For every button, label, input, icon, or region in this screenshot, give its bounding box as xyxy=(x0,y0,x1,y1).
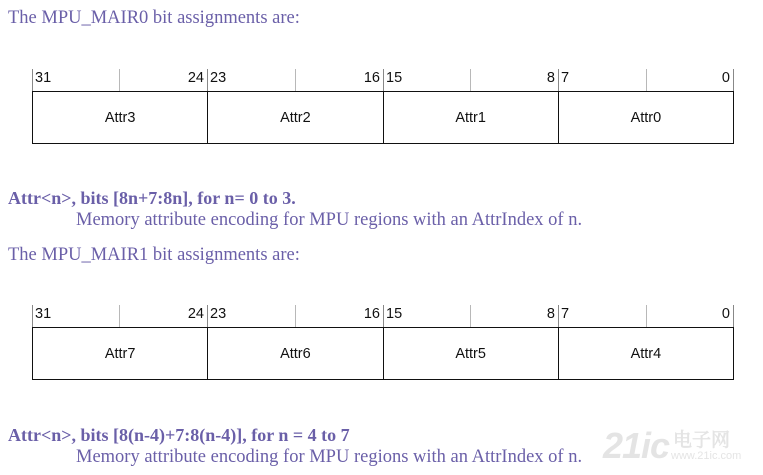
mair0-field-description: Memory attribute encoding for MPU regions with an AttrIndex of n. xyxy=(76,210,583,230)
bit-number: 15 xyxy=(386,306,403,322)
tick xyxy=(558,305,559,327)
tick xyxy=(32,305,33,327)
mair0-field-row xyxy=(32,91,734,144)
bit-number: 23 xyxy=(210,306,227,322)
tick xyxy=(119,69,120,91)
watermark-logo xyxy=(603,423,753,471)
mair0-intro: The MPU_MAIR0 bit assignments are: xyxy=(8,8,300,28)
bit-number: 0 xyxy=(721,70,730,86)
bit-number: 24 xyxy=(187,70,204,86)
tick xyxy=(383,69,384,91)
field-attr0: Attr0 xyxy=(630,109,662,126)
tick xyxy=(207,305,208,327)
bit-number: 31 xyxy=(35,70,52,86)
bit-number: 16 xyxy=(363,70,380,86)
tick xyxy=(733,69,734,91)
tick xyxy=(646,305,647,327)
mair0-field-title: Attr<n>, bits [8n+7:8n], for n= 0 to 3. xyxy=(8,188,296,208)
bit-number: 24 xyxy=(187,306,204,322)
mair1-field-description: Memory attribute encoding for MPU regions with an AttrIndex of n. xyxy=(76,447,583,467)
field-attr6: Attr6 xyxy=(208,328,383,379)
bit-number: 23 xyxy=(210,70,227,86)
watermark-logo-number: 21ic xyxy=(603,425,670,466)
tick xyxy=(383,305,384,327)
bit-number: 7 xyxy=(561,70,570,86)
tick xyxy=(470,305,471,327)
watermark-logo-url: www.21ic.com xyxy=(671,450,742,462)
field-attr4: Attr4 xyxy=(630,345,662,362)
tick xyxy=(558,69,559,91)
field-attr7: Attr7 xyxy=(33,328,208,379)
tick xyxy=(32,69,33,91)
mair1-field-row xyxy=(32,327,734,380)
mair1-field-title: Attr<n>, bits [8(n-4)+7:8(n-4)], for n = 4 to 7 xyxy=(8,425,350,445)
field-attr5: Attr5 xyxy=(384,328,559,379)
field-attr1: Attr1 xyxy=(384,92,559,143)
mair0-bit-ruler xyxy=(32,69,734,91)
tick xyxy=(119,305,120,327)
bit-number: 31 xyxy=(35,306,52,322)
tick xyxy=(295,69,296,91)
tick xyxy=(646,69,647,91)
mair1-intro: The MPU_MAIR1 bit assignments are: xyxy=(8,245,300,265)
bit-number: 16 xyxy=(363,306,380,322)
tick xyxy=(295,305,296,327)
bit-number: 0 xyxy=(721,306,730,322)
watermark-logo-cn: 电子网 xyxy=(673,429,731,451)
tick xyxy=(207,69,208,91)
bit-number: 7 xyxy=(561,306,570,322)
tick xyxy=(733,305,734,327)
field-attr3: Attr3 xyxy=(33,92,208,143)
tick xyxy=(470,69,471,91)
field-attr2: Attr2 xyxy=(208,92,383,143)
bit-number: 8 xyxy=(546,306,555,322)
bit-number: 8 xyxy=(546,70,555,86)
bit-number: 15 xyxy=(386,70,403,86)
mair1-bit-ruler xyxy=(32,305,734,327)
